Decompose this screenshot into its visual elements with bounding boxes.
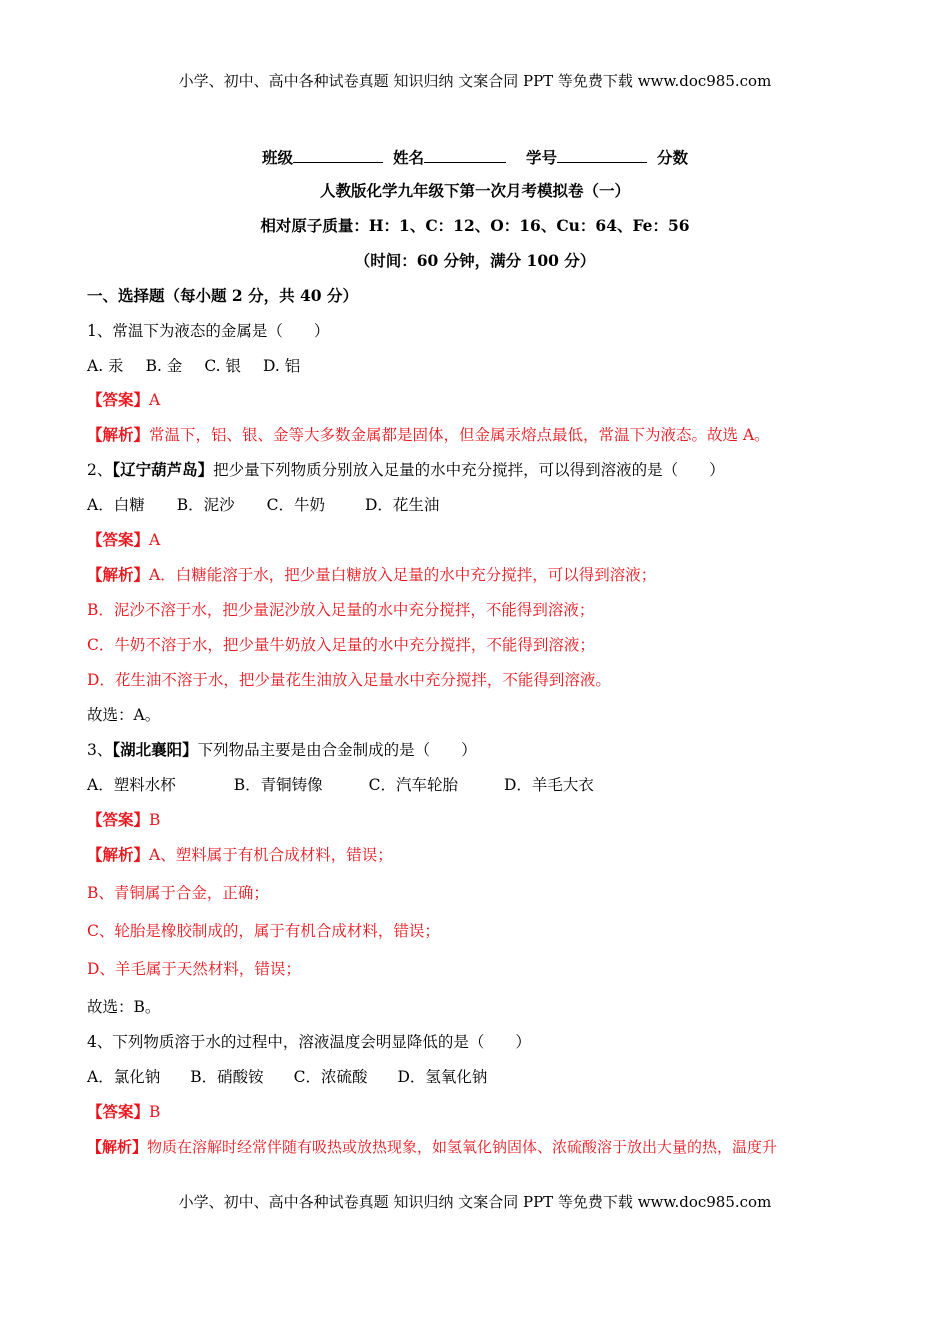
watermark-footer: 小学、初中、高中各种试卷真题 知识归纳 文案合同 PPT 等免费下载 www.doc985.com [178,1193,772,1211]
q1-option-c: C. 银 [204,357,241,375]
q2-number: 2、 [87,461,113,479]
analysis-text: A、塑料属于有机合成材料，错误； [149,846,393,864]
q3-option-b: B．青铜铸像 [233,776,323,794]
q2-option-d: D．花生油 [364,496,440,514]
q2-source: 【辽宁葫芦岛】 [112,460,214,479]
q4-option-b: B．硝酸铵 [190,1068,264,1086]
analysis-tag: 【解析】 [87,845,150,864]
q4-stem: 4、下列物质溶于水的过程中，溶液温度会明显降低的是（ ） [87,1033,531,1051]
answer-value: B [149,1103,161,1121]
answer-tag: 【答案】 [87,390,150,409]
q3-answer [87,810,160,830]
q2-analysis-line: D．花生油不溶于水，把少量花生油放入足量水中充分搅拌，不能得到溶液。 [87,671,611,689]
q3-options [87,775,594,795]
q3-option-c: C．汽车轮胎 [368,776,458,794]
answer-value: A [149,391,161,409]
q1-stem: 1、常温下为液态的金属是（ ） [87,322,330,340]
q2-conclusion: 故选：A。 [87,706,161,724]
answer-value: A [149,531,161,549]
q3-source: 【湖北襄阳】 [112,740,198,759]
q1-option-b: B. 金 [145,357,183,375]
q2-option-a: A．白糖 [87,496,145,514]
answer-value: B [149,811,161,829]
analysis-text: A．白糖能溶于水，把少量白糖放入足量的水中充分搅拌，可以得到溶液； [149,566,657,584]
q3-number: 3、 [87,741,113,759]
q4-answer [87,1102,160,1122]
class-blank [293,146,383,163]
page-title: 人教版化学九年级下第一次月考模拟卷（一） [319,181,630,200]
q3-option-a: A．塑料水杯 [87,776,176,794]
number-label: 学号 [526,148,558,167]
q4-options [87,1067,487,1087]
q1-option-a: A. 汞 [87,357,124,375]
q3-stem-text: 下列物品主要是由合金制成的是（ ） [197,741,477,759]
analysis-tag: 【解析】 [87,425,150,444]
q2-option-b: B．泥沙 [176,496,235,514]
q4-analysis [87,1137,777,1157]
q3-conclusion: 故选：B。 [87,998,161,1016]
q2-analysis [87,565,656,585]
watermark-header: 小学、初中、高中各种试卷真题 知识归纳 文案合同 PPT 等免费下载 www.doc985.com [178,72,772,90]
analysis-tag: 【解析】 [87,1138,148,1156]
q2-answer [87,530,160,550]
q4-option-c: C．浓硫酸 [293,1068,368,1086]
q2-options [87,495,439,515]
q3-analysis-line: D、羊毛属于天然材料，错误； [87,960,301,978]
analysis-tag: 【解析】 [87,565,150,584]
q1-analysis [87,425,770,445]
atomic-mass: 相对原子质量：H：1、C：12、O：16、Cu：64、Fe：56 [260,216,690,235]
answer-tag: 【答案】 [87,1102,150,1121]
student-info-row [0,146,950,168]
q3-analysis-line: B、青铜属于合金，正确； [87,884,269,902]
class-label: 班级 [261,148,293,167]
answer-tag: 【答案】 [87,530,150,549]
q2-analysis-line: C．牛奶不溶于水，把少量牛奶放入足量的水中充分搅拌，不能得到溶液； [87,636,595,654]
q1-options [87,356,300,376]
q3-analysis [87,845,393,865]
q3-analysis-line: C、轮胎是橡胶制成的，属于有机合成材料，错误； [87,922,440,940]
q2-stem-text: 把少量下列物质分别放入足量的水中充分搅拌，可以得到溶液的是（ ） [213,461,725,479]
q4-option-a: A．氯化钠 [87,1068,161,1086]
q3-option-d: D．羊毛大衣 [503,776,594,794]
q1-option-d: D. 铝 [262,357,301,375]
number-blank [557,146,647,163]
section-heading: 一、选择题（每小题 2 分，共 40 分） [87,286,358,305]
q1-answer [87,390,160,410]
q4-option-d: D．氢氧化钠 [397,1068,488,1086]
q3-stem [87,740,477,760]
name-label: 姓名 [392,148,424,167]
q2-option-c: C．牛奶 [266,496,325,514]
q2-analysis-line: B．泥沙不溶于水，把少量泥沙放入足量的水中充分搅拌，不能得到溶液； [87,601,595,619]
q2-stem [87,460,725,480]
analysis-text: 物质在溶解时经常伴随有吸热或放热现象，如氢氧化钠固体、浓硫酸溶于放出大量的热，温度升 [147,1138,778,1156]
name-blank [424,146,506,163]
time-info: （时间：60 分钟，满分 100 分） [354,251,596,270]
analysis-text: 常温下，铝、银、金等大多数金属都是固体，但金属汞熔点最低，常温下为液态。故选 A。 [149,426,770,444]
score-label: 分数 [657,148,689,167]
answer-tag: 【答案】 [87,810,150,829]
